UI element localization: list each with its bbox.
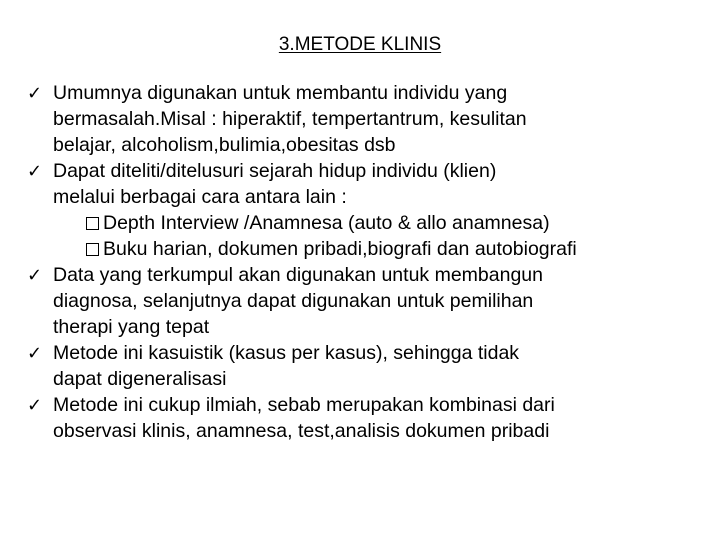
bullet-line bbox=[0, 288, 720, 314]
bullet-text: Metode ini cukup ilmiah, sebab merupakan kombinasi dari bbox=[53, 394, 555, 416]
bullet-text: belajar, alcoholism,bulimia,obesitas dsb bbox=[53, 134, 396, 156]
bullet-line bbox=[0, 184, 720, 210]
bullet-text: dapat digeneralisasi bbox=[53, 368, 227, 390]
bullet-line bbox=[0, 314, 720, 340]
bullet-line bbox=[0, 262, 720, 288]
square-bullet-icon bbox=[86, 243, 99, 256]
bullet-line bbox=[0, 158, 720, 184]
checkmark-icon: ✓ bbox=[27, 343, 43, 363]
checkmark-icon: ✓ bbox=[27, 395, 43, 415]
bullet-text: diagnosa, selanjutnya dapat digunakan untuk pemilihan bbox=[53, 290, 534, 312]
sub-bullet-line bbox=[0, 236, 720, 262]
checkmark-icon: ✓ bbox=[27, 265, 43, 285]
bullet-text: observasi klinis, anamnesa, test,analisis dokumen pribadi bbox=[53, 420, 550, 442]
slide-title: 3.METODE KLINIS bbox=[278, 34, 442, 55]
bullet-line bbox=[0, 366, 720, 392]
sub-bullet-line bbox=[0, 210, 720, 236]
bullet-text: Metode ini kasuistik (kasus per kasus), sehingga tidak bbox=[53, 342, 520, 364]
bullet-line bbox=[0, 80, 720, 106]
bullet-text: Depth Interview /Anamnesa (auto & allo anamnesa) bbox=[103, 212, 550, 234]
square-bullet-icon bbox=[86, 217, 99, 230]
bullet-text: Data yang terkumpul akan digunakan untuk membangun bbox=[53, 264, 543, 286]
bullet-text: Buku harian, dokumen pribadi,biografi dan autobiografi bbox=[103, 238, 577, 260]
bullet-line bbox=[0, 340, 720, 366]
bullet-text: Dapat diteliti/ditelusuri sejarah hidup individu (klien) bbox=[53, 160, 497, 182]
bullet-text: bermasalah.Misal : hiperaktif, tempertantrum, kesulitan bbox=[53, 108, 527, 130]
bullet-line bbox=[0, 418, 720, 444]
bullet-list bbox=[0, 80, 720, 444]
bullet-text: Umumnya digunakan untuk membantu individu yang bbox=[53, 82, 508, 104]
bullet-text: melalui berbagai cara antara lain : bbox=[53, 186, 347, 208]
bullet-line bbox=[0, 132, 720, 158]
bullet-line bbox=[0, 392, 720, 418]
checkmark-icon: ✓ bbox=[27, 83, 43, 103]
bullet-text: therapi yang tepat bbox=[53, 316, 210, 338]
bullet-line bbox=[0, 106, 720, 132]
checkmark-icon: ✓ bbox=[27, 161, 43, 181]
